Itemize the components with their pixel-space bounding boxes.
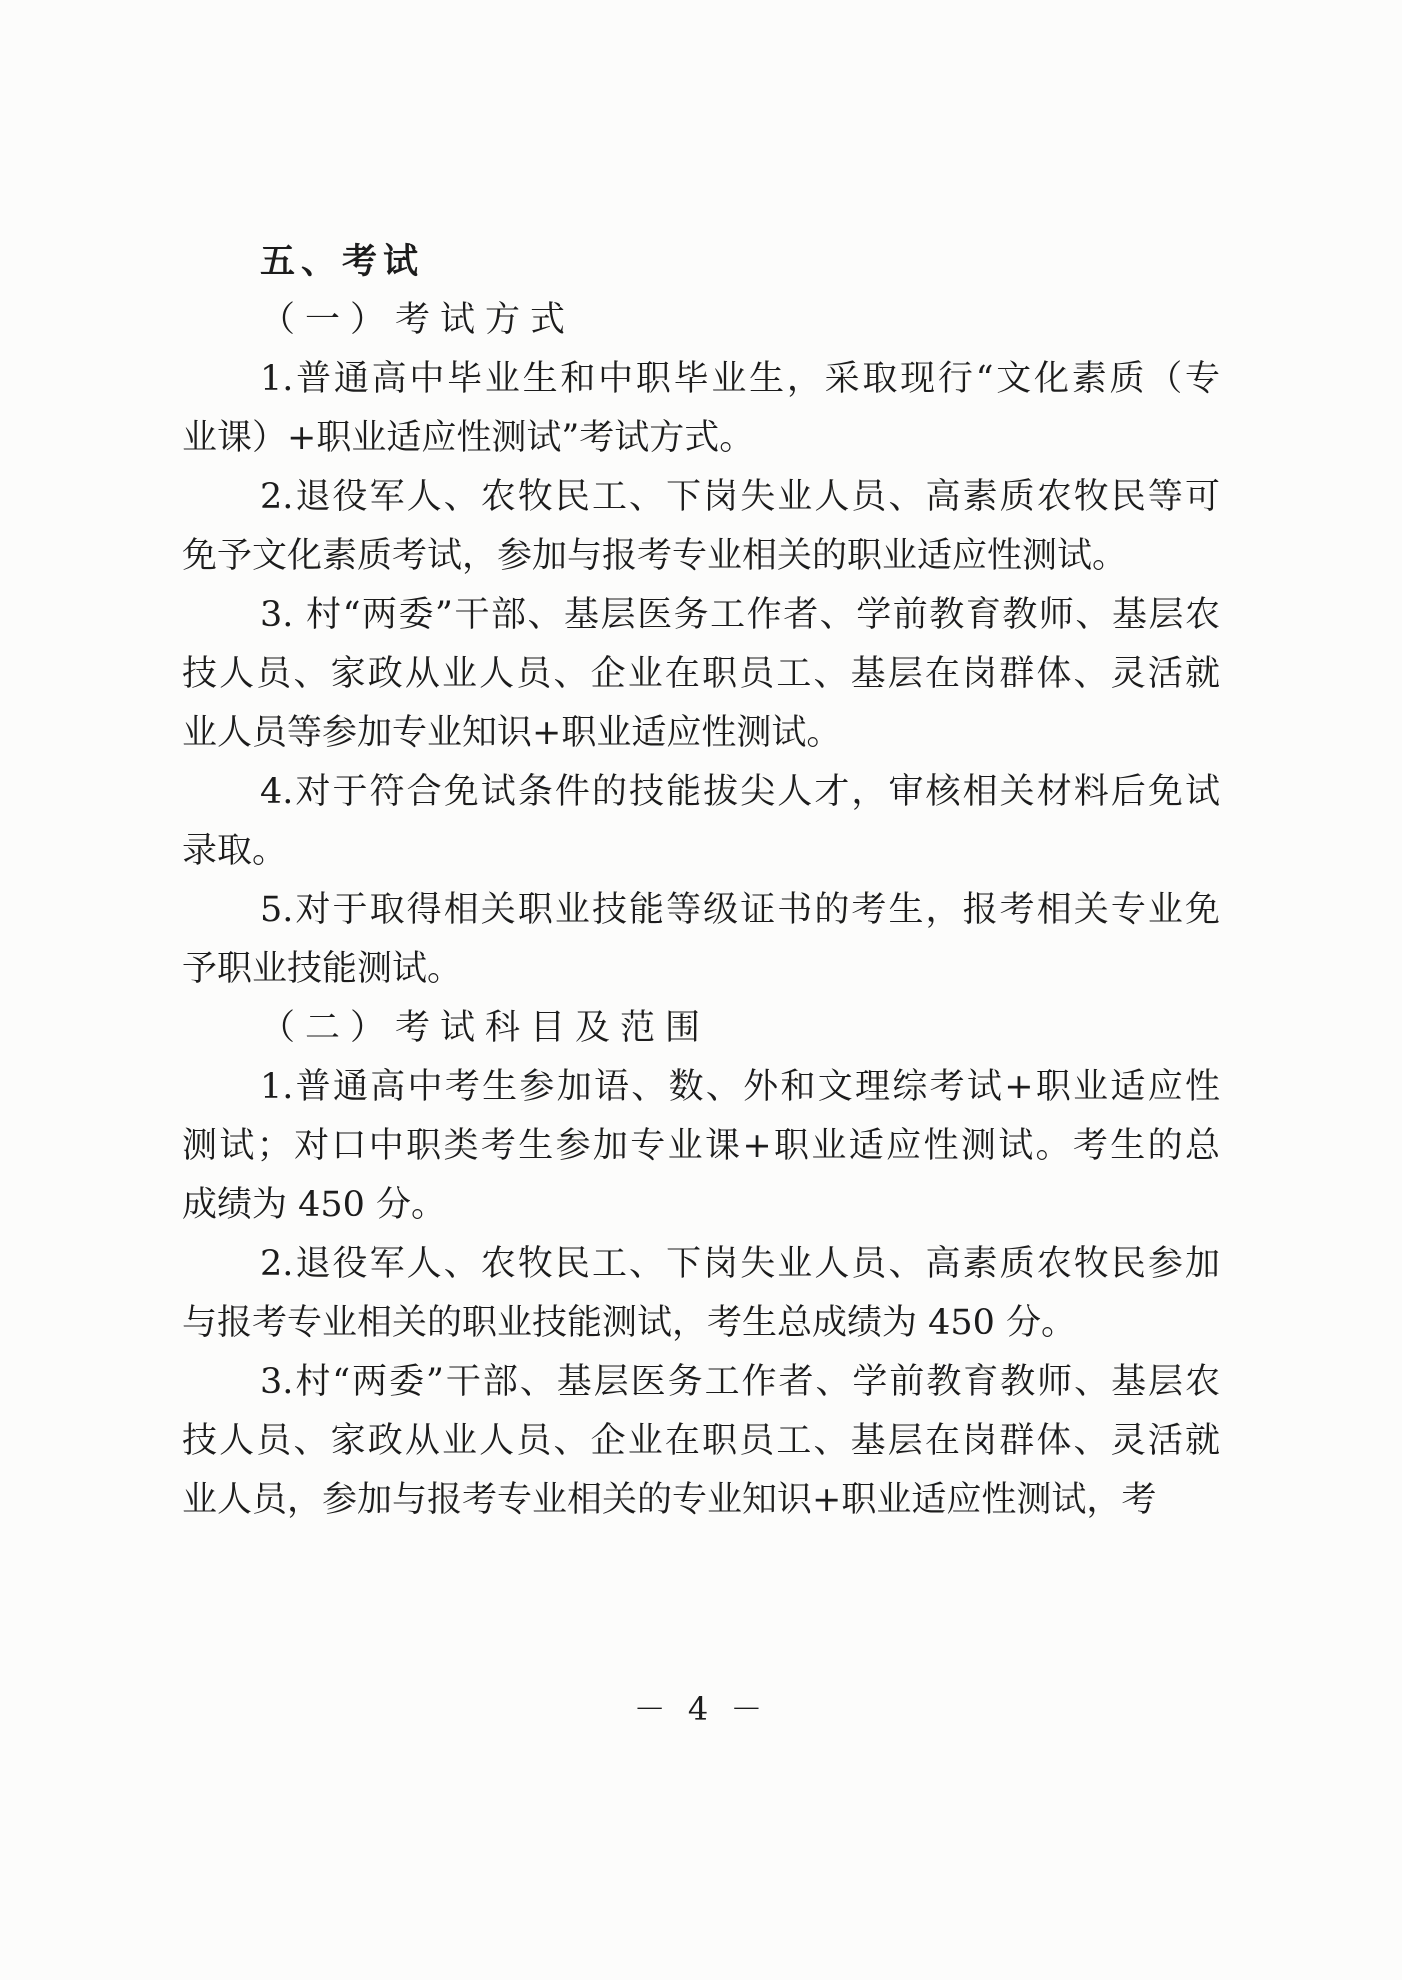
exam-subjects-list xyxy=(182,1058,1220,1530)
list-item xyxy=(182,1058,1220,1235)
paragraph-line: 予职业技能测试。 xyxy=(182,949,463,989)
list-item xyxy=(182,468,1220,586)
paragraph-line: 技人员、家政从业人员、企业在职员工、基层在岗群体、灵活就 xyxy=(182,1421,1220,1461)
paragraph-line: 2.退役军人、农牧民工、下岗失业人员、高素质农牧民等可 xyxy=(260,477,1220,517)
list-item xyxy=(182,350,1220,468)
list-item xyxy=(182,1353,1220,1530)
paragraph-line: 测试；对口中职类考生参加专业课+职业适应性测试。考生的总 xyxy=(182,1126,1220,1166)
paragraph-line: 1.普通高中毕业生和中职毕业生，采取现行“文化素质（专 xyxy=(260,359,1220,399)
paragraph-line: 2.退役军人、农牧民工、下岗失业人员、高素质农牧民参加 xyxy=(260,1244,1220,1284)
paragraph-line: 1.普通高中考生参加语、数、外和文理综考试+职业适应性 xyxy=(260,1067,1220,1107)
document-body xyxy=(182,232,1220,1530)
subsection-heading-exam-subjects: （二）考试科目及范围 xyxy=(260,1008,711,1048)
exam-method-list xyxy=(182,350,1220,999)
paragraph-line: 业人员等参加专业知识+职业适应性测试。 xyxy=(182,713,842,753)
list-item xyxy=(182,881,1220,999)
list-item xyxy=(182,763,1220,881)
paragraph-line: 5.对于取得相关职业技能等级证书的考生，报考相关专业免 xyxy=(260,890,1220,930)
paragraph-line: 业人员，参加与报考专业相关的专业知识+职业适应性测试，考 xyxy=(182,1480,1157,1520)
section-heading: 五、考试 xyxy=(260,241,425,282)
paragraph-line: 成绩为 450 分。 xyxy=(182,1185,447,1225)
page-number: － 4 － xyxy=(633,1690,769,1728)
paragraph-line: 3. 村“两委”干部、基层医务工作者、学前教育教师、基层农 xyxy=(260,595,1220,635)
paragraph-line: 免予文化素质考试，参加与报考专业相关的职业适应性测试。 xyxy=(182,536,1128,576)
paragraph-line: 录取。 xyxy=(182,831,288,871)
paragraph-line: 业课）+职业适应性测试”考试方式。 xyxy=(182,418,755,458)
paragraph-line: 与报考专业相关的职业技能测试，考生总成绩为 450 分。 xyxy=(182,1303,1077,1343)
paragraph-line: 3.村“两委”干部、基层医务工作者、学前教育教师、基层农 xyxy=(260,1362,1220,1402)
paragraph-line: 4.对于符合免试条件的技能拔尖人才，审核相关材料后免试 xyxy=(260,772,1220,812)
paragraph-line: 技人员、家政从业人员、企业在职员工、基层在岗群体、灵活就 xyxy=(182,654,1220,694)
list-item xyxy=(182,1235,1220,1353)
list-item xyxy=(182,586,1220,763)
subsection-heading-exam-method: （一）考试方式 xyxy=(260,300,576,340)
